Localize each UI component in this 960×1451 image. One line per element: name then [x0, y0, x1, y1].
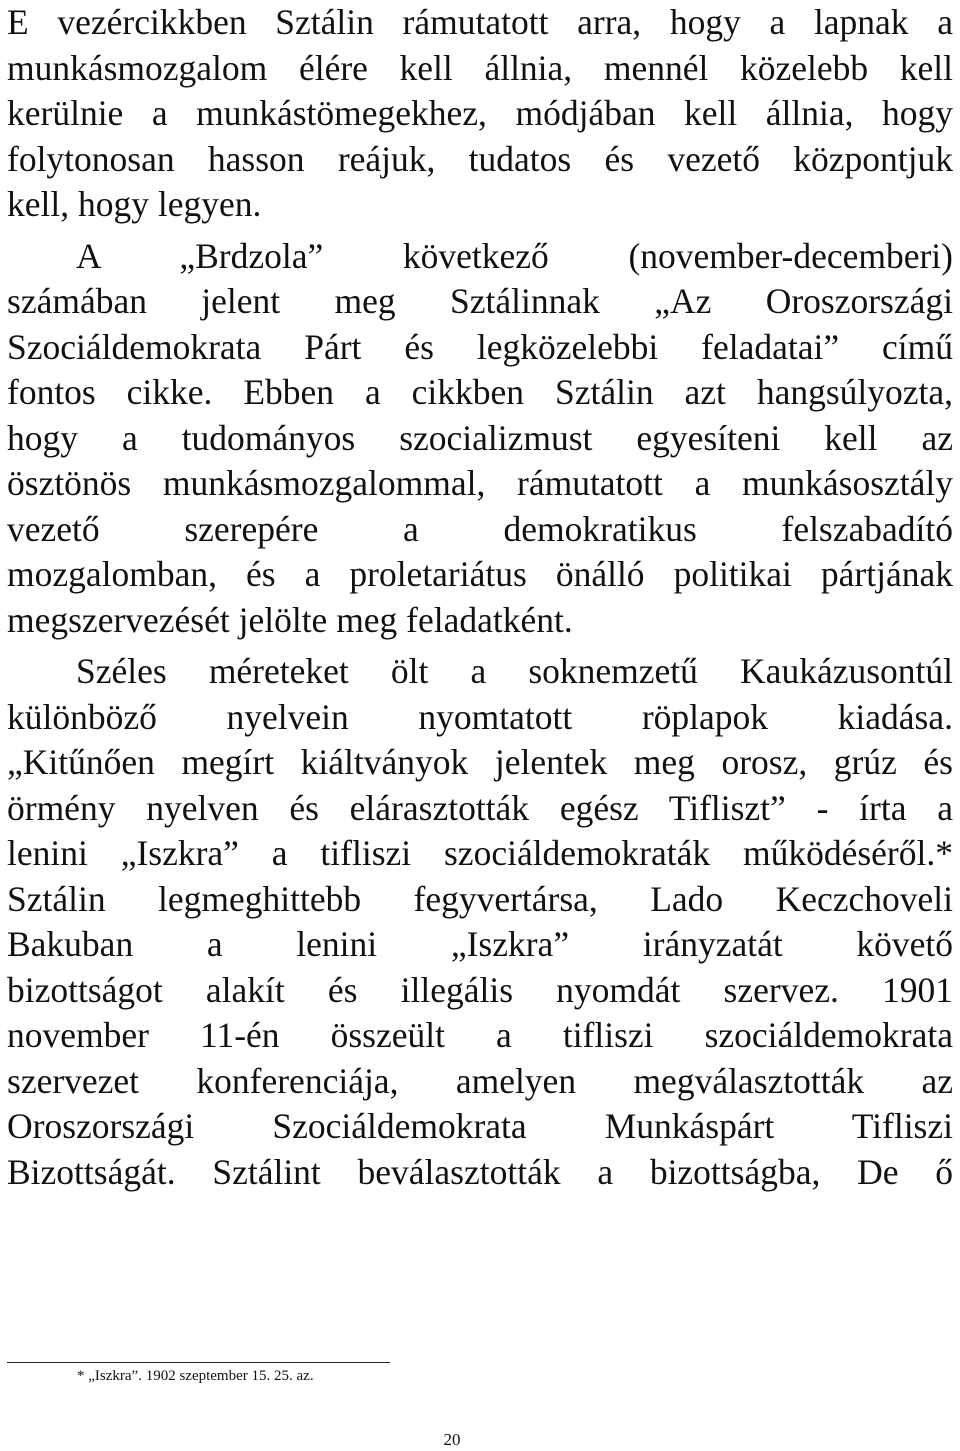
- text-line: munkásmozgalom élére kell állnia, mennél közelebb kell: [7, 47, 953, 88]
- paragraph-1: [7, 0, 953, 228]
- text-line: különböző nyelvein nyomtatott röplapok kiadása.: [7, 696, 953, 737]
- text-line: mozgalomban, és a proletariátus önálló politikai pártjának: [7, 554, 953, 594]
- text-line: november 11-én összeült a tifliszi szociáldemokrata: [7, 1015, 953, 1055]
- text-line: ösztönös munkásmozgalommal, rámutatott a munkásosztály: [7, 463, 953, 503]
- text-line: Szociáldemokrata Párt és legközelebbi feladatai” című: [7, 326, 953, 367]
- text-line: Sztálin legmeghittebb fegyvertársa, Lado Keczchoveli: [7, 878, 953, 919]
- text-line: A „Brdzola” következő (november-decemberi): [76, 235, 953, 276]
- text-line: vezető szerepére a demokratikus felszabadító: [7, 508, 953, 549]
- text-line: hogy a tudományos szocializmust egyesíteni kell az: [7, 417, 953, 458]
- text-line: Széles méreteket ölt a soknemzetű Kaukázusontúl: [76, 651, 953, 691]
- text-line: folytonosan hasson reájuk, tudatos és vezető központjuk: [7, 138, 953, 179]
- text-line: Oroszországi Szociáldemokrata Munkáspárt Tifliszi: [7, 1106, 953, 1146]
- body-text: [7, 0, 953, 1195]
- text-line: szervezet konferenciája, amelyen megválasztották az: [7, 1060, 953, 1101]
- text-line: megszervezését jelölte meg feladatként.: [7, 599, 573, 640]
- text-line: örmény nyelven és elárasztották egész Tifliszt” - írta a: [7, 787, 953, 828]
- text-line: bizottságot alakít és illegális nyomdát szervez. 1901: [7, 969, 953, 1010]
- footnote: * „Iszkra”. 1902 szeptember 15. 25. az.: [77, 1368, 314, 1384]
- text-line: számában jelent meg Sztálinnak „Az Oroszországi: [7, 281, 953, 321]
- text-line: kell, hogy legyen.: [7, 184, 262, 224]
- footnote-separator: [7, 1362, 390, 1363]
- text-line: Bizottságát. Sztálint beválasztották a bizottságba, De ő: [7, 1151, 953, 1192]
- paragraph-2: [7, 234, 953, 644]
- text-line: E vezércikkben Sztálin rámutatott arra, hogy a lapnak a: [7, 2, 953, 42]
- text-line: kerülnie a munkástömegekhez, módjában kell állnia, hogy: [7, 93, 953, 133]
- text-line: Bakuban a lenini „Iszkra” irányzatát követő: [7, 924, 953, 964]
- text-line: fontos cikke. Ebben a cikkben Sztálin azt hangsúlyozta,: [7, 372, 953, 412]
- text-line: „Kitűnően megírt kiáltványok jelentek meg orosz, grúz és: [7, 742, 953, 782]
- page-number: 20: [443, 1430, 461, 1449]
- text-line: lenini „Iszkra” a tifliszi szociáldemokraták működéséről.*: [7, 833, 953, 873]
- paragraph-3: [7, 649, 953, 1195]
